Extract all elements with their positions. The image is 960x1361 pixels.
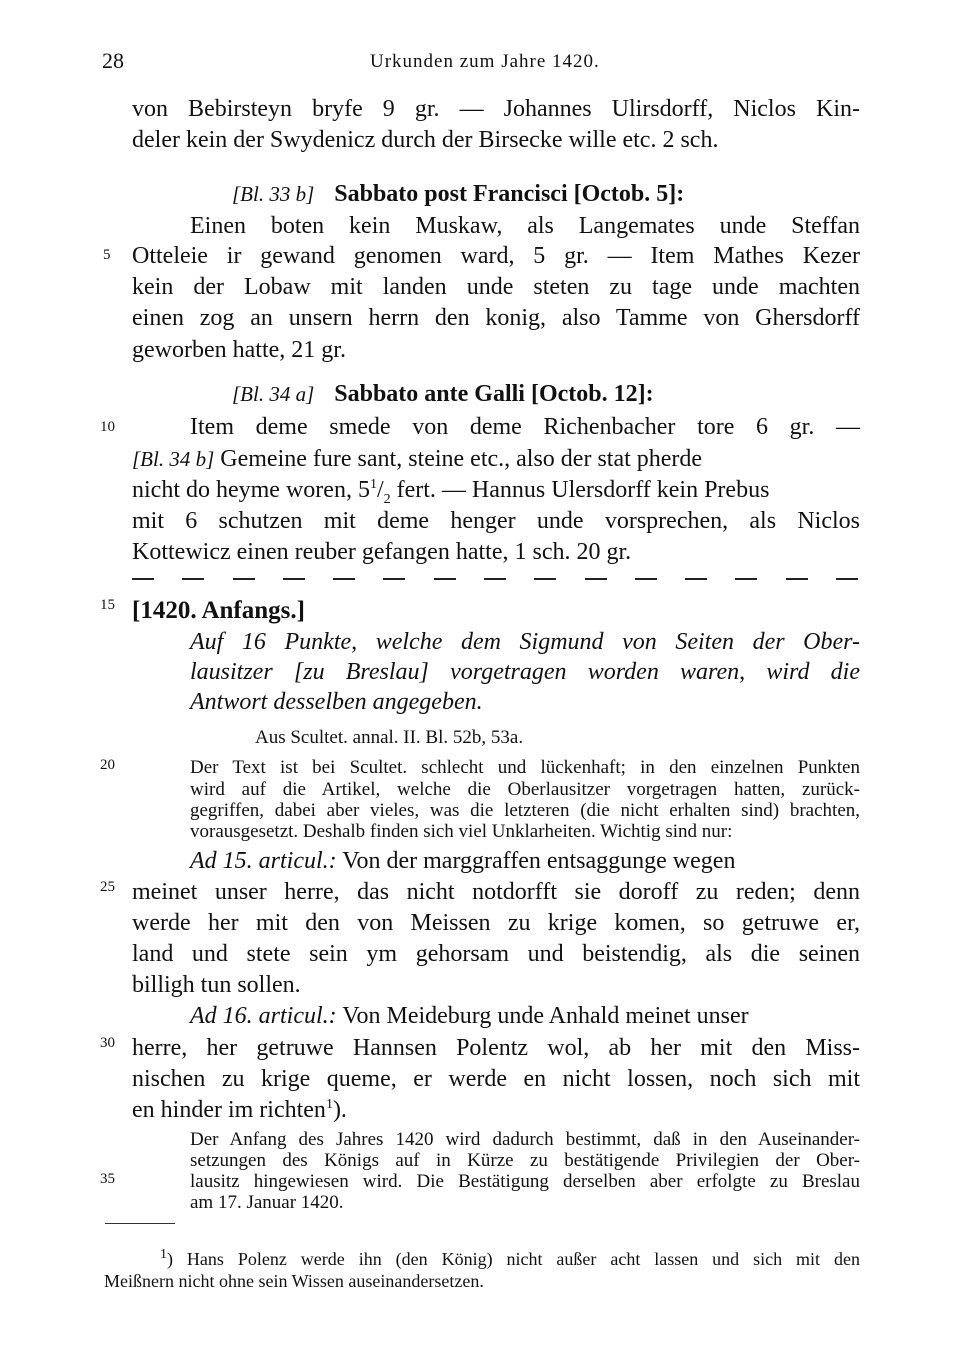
- footnote-line: Meißnern nicht ohne sein Wissen auseinandersetzen.: [104, 1271, 484, 1291]
- note-line: setzungen des Königs auf in Kürze zu bestätigende Privilegien der Ober-: [190, 1150, 860, 1171]
- text-line: [132, 477, 770, 507]
- note-line: Der Text ist bei Scultet. schlecht und lückenhaft; in den einzelnen Punkten: [190, 757, 860, 778]
- text-span: ).: [332, 1097, 347, 1123]
- footnote-line: [160, 1247, 860, 1269]
- source-citation: Aus Scultet. annal. II. Bl. 52b, 53a.: [255, 727, 524, 748]
- text-span: nicht do heyme woren, 5: [132, 477, 370, 503]
- text-span: en hinder im richten: [132, 1097, 326, 1123]
- note-line: Der Anfang des Jahres 1420 wird dadurch bestimmt, daß in den Auseinander-: [190, 1129, 860, 1150]
- text-span: ) Hans Polenz werde ihn (den König) nicht außer acht lassen und sich mit den: [167, 1249, 860, 1269]
- article-line: [190, 1004, 749, 1028]
- note-line: wird auf die Artikel, welche die Oberlausitzer vorgetragen hatten, zurück-: [190, 779, 860, 800]
- text-line: werde her mit den von Meissen zu krige komen, so getruwe er,: [132, 910, 860, 936]
- text-line: [132, 447, 702, 471]
- folio-reference: [Bl. 34 b]: [132, 447, 215, 471]
- text-line: billigh tun sollen.: [132, 972, 301, 998]
- text-line: einen zog an unsern herrn den konig, also Tamme von Ghersdorff: [132, 305, 860, 331]
- text-line: von Bebirsteyn bryfe 9 gr. — Johannes Ulirsdorff, Niclos Kin-: [132, 96, 860, 122]
- text-line: deler kein der Swydenicz durch der Birsecke wille etc. 2 sch.: [132, 127, 719, 153]
- page-number: 28: [102, 48, 124, 73]
- text-line: Einen boten kein Muskaw, als Langemates unde Steffan: [190, 213, 860, 239]
- line-number-35: 35: [100, 1171, 115, 1187]
- line-number-15: 15: [100, 597, 115, 613]
- note-line: am 17. Januar 1420.: [190, 1192, 344, 1213]
- text-span: Von der marggraffen entsaggunge wegen: [342, 848, 736, 874]
- folio-reference: [Bl. 33 b]: [232, 182, 315, 206]
- section-heading: [232, 182, 684, 206]
- section-separator: [132, 578, 858, 580]
- line-number-30: 30: [100, 1035, 115, 1051]
- section-title: Sabbato ante Galli [Octob. 12]:: [334, 381, 654, 407]
- section-heading: [232, 382, 654, 406]
- note-line: gegriffen, dabei aber vieles, was die letzteren (die nicht erhalten sind) brachten,: [190, 800, 860, 821]
- text-line: kein der Lobaw mit landen unde steten zu tage unde machten: [132, 274, 860, 300]
- text-span: fert. — Hannus Ulersdorff kein Prebus: [390, 477, 770, 503]
- article-reference: Ad 15. articul.:: [190, 848, 337, 874]
- document-date-heading: [1420. Anfangs.]: [132, 597, 305, 624]
- text-line: mit 6 schutzen mit deme henger unde vorsprechen, als Niclos: [132, 508, 860, 534]
- regest-line: Auf 16 Punkte, welche dem Sigmund von Seiten der Ober-: [190, 629, 860, 655]
- text-line: Kottewicz einen reuber gefangen hatte, 1 sch. 20 gr.: [132, 539, 632, 565]
- fraction-numerator: 1: [369, 477, 377, 492]
- text-line: Item deme smede von deme Richenbacher tore 6 gr. —: [190, 414, 860, 440]
- section-title: Sabbato post Francisci [Octob. 5]:: [334, 181, 685, 207]
- article-reference: Ad 16. articul.:: [190, 1003, 337, 1029]
- text-line: land und stete sein ym gehorsam und beistendig, als die seinen: [132, 941, 860, 967]
- regest-line: lausitzer [zu Breslau] vorgetragen worden waren, wird die: [190, 659, 860, 685]
- text-line: [132, 1098, 347, 1122]
- text-span: Gemeine fure sant, steine etc., also der stat pherde: [220, 446, 703, 472]
- line-number-10: 10: [100, 419, 115, 435]
- line-number-5: 5: [103, 247, 111, 263]
- regest-line: Antwort desselben angegeben.: [190, 689, 483, 715]
- note-line: lausitz hingewiesen wird. Die Bestätigung derselben aber erfolgte zu Breslau: [190, 1171, 860, 1192]
- footnote-rule: [105, 1223, 175, 1224]
- text-line: meinet unser herre, das nicht notdorfft sie doroff zu reden; denn: [132, 879, 860, 905]
- text-line: herre, her getruwe Hannsen Polentz wol, ab her mit den Miss-: [132, 1035, 860, 1061]
- footnote-number: 1: [160, 1247, 167, 1262]
- note-line: vorausgesetzt. Deshalb finden sich viel Unklarheiten. Wichtig sind nur:: [190, 821, 733, 842]
- text-span: Von Meideburg unde Anhald meinet unser: [342, 1003, 749, 1029]
- text-line: geworben hatte, 21 gr.: [132, 337, 346, 363]
- folio-reference: [Bl. 34 a]: [232, 382, 315, 406]
- text-line: nischen zu krige queme, er werde en nicht lossen, noch sich mit: [132, 1066, 860, 1092]
- fraction-slash: /: [376, 477, 384, 503]
- article-line: [190, 849, 735, 873]
- fraction-denominator: 2: [383, 491, 391, 507]
- line-number-20: 20: [100, 757, 115, 773]
- text-line: Otteleie ir gewand genomen ward, 5 gr. — Item Mathes Kezer: [132, 243, 860, 269]
- running-title: Urkunden zum Jahre 1420.: [370, 51, 600, 72]
- footnote-marker: 1: [325, 1097, 333, 1112]
- line-number-25: 25: [100, 879, 115, 895]
